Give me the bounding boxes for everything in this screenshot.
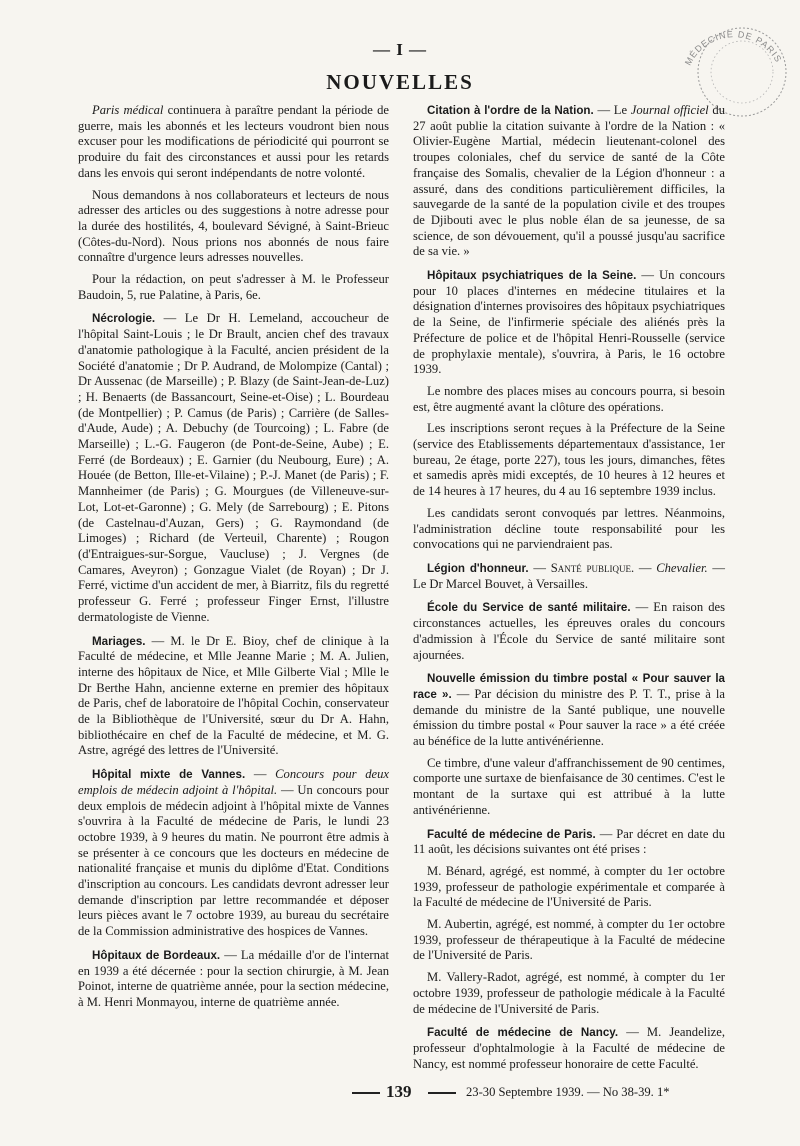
mariages-heading: Mariages.: [92, 634, 146, 648]
mariages-text: — M. le Dr E. Bioy, chef de clinique à la Faculté de médecine, et Mlle Jeanne Marie ; M. A. Julien, interne des hôpitaux de Nice, et Mlle Gilberte Vial ; Mlle le Dr Berthe Hahn, ancienne externe en premier des hôpitaux de Paris, chef de laboratoire de l'hôpital Cochin, conservateur de la Bibliothèque de l'Université, sœur du Dr A. Hahn, bibliothécaire en chef de la Faculté de médecine, et M. G. Astre, agrégé des lettres de l'Université.: [78, 633, 389, 758]
necrologie-section: [78, 311, 389, 625]
nancy-section: [413, 1025, 725, 1072]
footer-dash-left: [352, 1092, 380, 1094]
vannes-section: Hôpital mixte de Vannes. — Concours pour deux emplois de médecin adjoint à l'hôpital. — Un concours pour deux emplois de médecin adjoint à l'hôpital mixte de Vannes s'ouvrira à la Faculté de médecine de Paris, le lundi 23 octobre 1939, à 9 heures du matin. Ne pourront être admis à se présenter à ce concours que les docteurs en médecine de nationalité française et munis du diplôme d'Etat. Conditions d'inscription au concours. Les candidats devront adresser leur demande d'inscription par lettre recommandée et déposer leurs pièces avant le 7 octobre 1939, au bureau du secrétaire de la Commission administrative des hospices de Vannes.: [78, 767, 390, 939]
ecole-text: — En raison des circonstances actuelles, les épreuves orales du concours d'admission à l'École du Service de santé militaire sont ajournées.: [413, 600, 725, 662]
citation-text: du 27 août publie la citation suivante à l'ordre de la Nation : « Olivier-Eugène Martial, médecin lieutenant-colonel des troupes coloniales, chef du service de santé de la Côte française des Somalis, chevalier de la Légion d'honneur : a assuré, dans des conditions particulièrement difficiles, la sauvegarde de la santé de la population civile et des troupes de Djibouti avec le plus noble élan de sa jeunesse, de sa science, de son dévouement, qu'il a poussé jusqu'au sacrifice de sa vie. »: [413, 103, 726, 259]
bordeaux-heading: Hôpitaux de Bordeaux.: [92, 948, 221, 962]
intro-paragraph-2: Nous demandons à nos collaborateurs et lecteurs de nous adresser des articles ou des suggestions à notre adresse pour la durée des hostilités, 4, boulevard Sévigné, à Saint-Brieuc (Côtes-du-Nord). Nous prions nos abonnés de nous faire connaître d'urgence leurs adresses nouvelles.: [78, 187, 389, 265]
page-footer: [0, 1082, 800, 1112]
mariages-section: [78, 634, 389, 760]
stamp-text: MÉDECINE DE PARIS: [682, 29, 784, 67]
necrologie-text: — Le Dr H. Lemeland, accoucheur de l'hôpital Saint-Louis ; le Dr Brault, ancien chef des travaux d'anatomie pathologique à la Faculté, ancien président de la Société d'anatomie ; Dr P. Audrand, de Molompize (Cantal) ; Dr Aussenac (de Marseille) ; P. Blazy (de Saint-Jean-de-Luz) ; H. Benaerts (de Bassancourt, Seine-et-Oise) ; L. Bourdeau (de Montpellier) ; P. Camus (de Paris) ; Carrière (de Salles-d'Aude, Aude) ; A. Debuchy (de Tourcoing) ; L. Fabre (de Marseille) ; L.-G. Faugeron (de Pont-de-Seine, Aube) ; E. Ferré (de Bordeaux) ; E. Garnier (du Neubourg, Eure) ; A. Houée (de Betton, Ille-et-Vilaine) ; P.-J. Manet (de Paris) ; F. Mannheimer (de Paris) ; G. Mourgues (de Villeneuve-sur-Lot, Lot-et-Garonne) ; G. Mely (de Sarrebourg) ; E. Pitons (de Castelnau-d'Auzan, Gers) ; G. Raymondand (de Limoges) ; Richard (de Verteuil, Charente) ; Rougon (d'Entraigues-sur-Sorgue, Vaucluse) ; J. Vergnes (de Camares, Aveyron) ; Gonzague Vialet (de Royan) ; Dr J. Ferré, victime d'un accident de mer, à Biarritz, fils du regretté professeur G. Ferré ; professeur Finger Ernst, l'illustre dermatologiste de Vienne.: [78, 311, 389, 624]
timbre-section: [413, 671, 725, 818]
paris-paragraph-4: M. Vallery-Radot, agrégé, est nommé, à compter du 1er octobre 1939, professeur de pathologie médicale à la Faculté de médecine de l'Université de Paris.: [413, 970, 725, 1016]
citation-heading: Citation à l'ordre de la Nation.: [427, 104, 594, 117]
svg-text:MÉDECINE DE PARIS: [683, 29, 784, 67]
page-folio: — I —: [372, 40, 428, 59]
intro-section: [78, 103, 389, 303]
legion-grade: Chevalier.: [656, 560, 708, 575]
paris-paragraph-2: M. Bénard, agrégé, est nommé, à compter du 1er octobre 1939, professeur de pathologie expérimentale et comparée à la Faculté de médecine de l'Université de Paris.: [413, 863, 725, 910]
vannes-heading: Hôpital mixte de Vannes.: [92, 768, 246, 782]
nancy-heading: Faculté de médecine de Nancy.: [427, 1026, 619, 1040]
page-number: 139: [386, 1082, 412, 1101]
journal-title: Paris médical: [92, 103, 164, 117]
legion-heading: Légion d'honneur.: [427, 561, 529, 575]
footer-dash-right: [428, 1092, 456, 1094]
legion-ministry: Santé publique: [550, 560, 631, 575]
timbre-text: — Par décision du ministre des P. T. T., prise à la demande du ministre de la Santé publique, une nouvelle émission du timbre postal « Pour sauver la race » a été créée au bénéfice de la lutte antivénérienne.: [413, 686, 725, 749]
citation-section: Citation à l'ordre de la Nation. — Le Journal officiel du 27 août publie la citation suivante à l'ordre de la Nation : « Olivier-Eugène Martial, médecin lieutenant-colonel des troupes coloniales, chef du service de santé de la Côte française des Somalis, chevalier de la Légion d'honneur : a assuré, dans des conditions particulièrement difficiles, la sauvegarde de la santé de la population civile et des troupes de Djibouti avec le plus noble élan de sa jeunesse, de sa science, de son dévouement, qu'il a poussé jusqu'au sacrifice de sa vie. »: [413, 103, 726, 259]
issue-date: 23-30 Septembre 1939. — No 38-39. 1*: [466, 1085, 670, 1099]
necrologie-heading: Nécrologie.: [92, 312, 156, 326]
psychiatriques-paragraph-2: Le nombre des places mises au concours pourra, si besoin est, être augmenté avant la clôture des opérations.: [413, 383, 725, 414]
paris-heading: Faculté de médecine de Paris.: [427, 827, 596, 841]
ecole-heading: École du Service de santé militaire.: [427, 601, 631, 615]
paris-text: — Par décret en date du 11 août, les décisions suivantes ont été prises :: [413, 826, 725, 857]
psychiatriques-text: — Un concours pour 10 places d'internes en médecine titulaires et la désignation d'internes provisoires des hôpitaux psychiatriques de la Seine, de l'infirmerie spéciale des aliénés près la Préfecture de police et de l'hôpital Henri-Rousselle (service de prophylaxie mentale), s'ouvrira, à Paris, le 16 octobre 1939.: [413, 268, 725, 377]
paris-paragraph-3: M. Aubertin, agrégé, est nommé, à compter du 1er octobre 1939, professeur de thérapeutique à la Faculté de médecine de l'Université de Paris.: [413, 917, 725, 963]
legion-section: Légion d'honneur. — Santé publique. — Chevalier. — Le Dr Marcel Bouvet, à Versailles.: [413, 560, 726, 591]
bordeaux-section: [78, 948, 389, 1011]
paris-section: [413, 827, 725, 1018]
journal-officiel: Journal officiel: [630, 103, 709, 117]
vannes-subheading: Concours pour deux emplois de médecin adjoint à l'hôpital.: [78, 767, 390, 797]
timbre-paragraph-2: Ce timbre, d'une valeur d'affranchissement de 90 centimes, comporte une surtaxe de bienfaisance de 30 centimes. C'est le montant de la surtaxe qui est attribué à la lutte antivénérienne.: [413, 755, 725, 817]
intro-paragraph-3: Pour la rédaction, on peut s'adresser à M. le Professeur Baudoin, 5, rue Palatine, à Paris, 6e.: [78, 272, 389, 302]
nancy-text: — M. Jeandelize, professeur d'ophtalmologie à la Faculté de médecine de Nancy, est nommé professeur honoraire de cette Faculté.: [413, 1025, 725, 1071]
page-title: NOUVELLES: [326, 70, 474, 94]
psychiatriques-heading: Hôpitaux psychiatriques de la Seine.: [427, 269, 637, 283]
psychiatriques-section: [413, 268, 725, 553]
intro-paragraph-1: continuera à paraître pendant la période de guerre, mais les abonnés et les lecteurs voudront bien nous excuser pour les modifications de périodicité qui pourront se produire du fait des circonstances et aussi pour les retards dans les envois qui seront indépendants de notre volonté.: [78, 103, 389, 180]
ecole-section: [413, 600, 725, 663]
timbre-heading: Nouvelle émission du timbre postal « Pour sauver la race ».: [413, 672, 725, 701]
right-column: [413, 103, 725, 1080]
bordeaux-text: — La médaille d'or de l'internat en 1939 a été décernée : pour la section chirurgie, à M. Jean Poinot, interne de quatrième année, pour la section médecine, à M. Henri Monmayou, interne de quatrième année.: [78, 947, 389, 1009]
legion-text: — Le Dr Marcel Bouvet, à Versailles.: [413, 560, 726, 591]
vannes-text: — Un concours pour deux emplois de médecin adjoint à l'hôpital mixte de Vannes s'ouvrira à la Faculté de médecine de Paris, le lundi 23 octobre 1939, à 9 heures du matin. Ne pourront être admis à se présenter à ce concours que les docteurs en médecine de nationalité française et munis du diplôme d'Etat. Conditions d'inscription au concours. Les candidats devront adresser leur demande d'inscription par lettre recommandée et déposer leurs pièces avant le 7 octobre 1939, au bureau du secrétaire de la Commission administrative des hospices de Vannes.: [78, 782, 389, 939]
psychiatriques-paragraph-4: Les candidats seront convoqués par lettres. Néanmoins, l'administration décline toute responsabilité pour les convocations qui ne parviendraient pas.: [413, 505, 725, 552]
left-column: [78, 103, 389, 1019]
psychiatriques-paragraph-3: Les inscriptions seront reçues à la Préfecture de la Seine (service des Etablissements départementaux d'assistance, 1er bureau, 2e étage, porte 227), tous les jours, dimanches, fêtes et samedis après midi exceptés, de 10 heures à 12 heures et de 14 heures à 17 heures, du 4 au 16 septembre 1939 inclus.: [413, 421, 725, 499]
